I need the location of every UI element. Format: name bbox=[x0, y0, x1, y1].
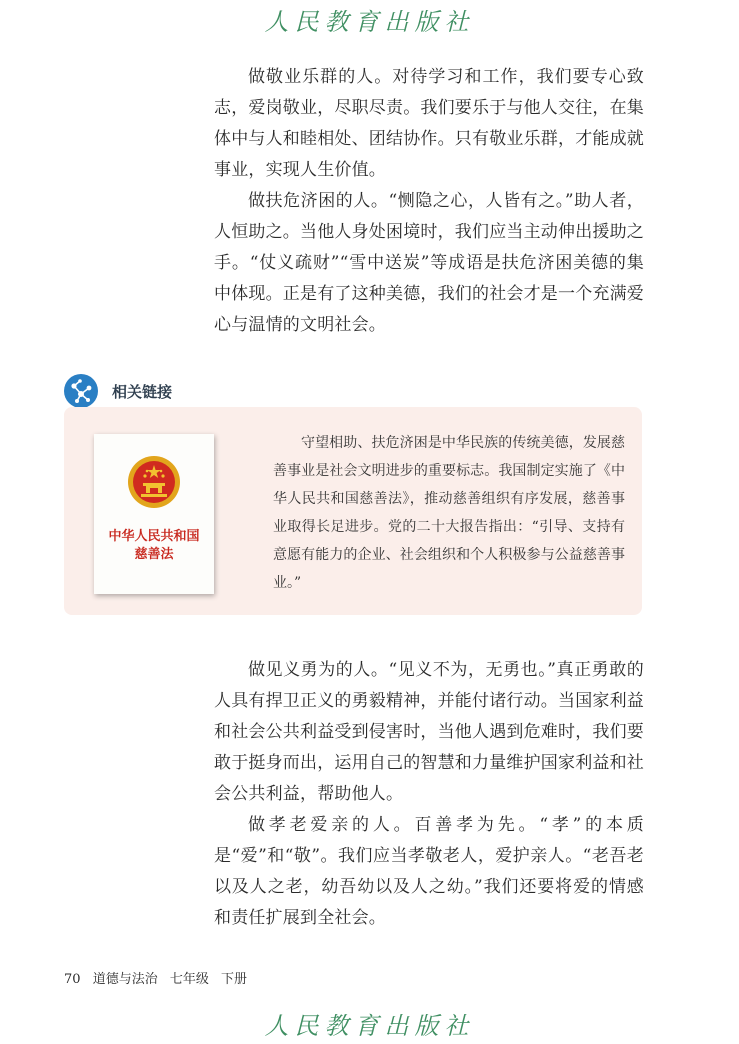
paragraph: 做孝老爱亲的人。百善孝为先。“孝”的本质是“爱”和“敬”。我们应当孝敬老人，爱护亲人。“老吾老以及人之老，幼吾幼以及人之幼。”我们还要将爱的情感和责任扩展到全社会。 bbox=[214, 815, 644, 928]
book-volume: 下册 bbox=[221, 972, 248, 987]
related-link-text: 守望相助、扶危济困是中华民族的传统美德，发展慈善事业是社会文明进步的重要标志。我国制定实施了《中华人民共和国慈善法》，推动慈善组织有序发展，慈善事业取得长足进步。党的二十大报告指出：“引导、支持有意愿有能力的企业、社会组织和个人积极参与公益慈善事业。” bbox=[273, 435, 625, 591]
charity-law-book-cover bbox=[94, 434, 214, 594]
book-subject: 道德与法治 bbox=[92, 972, 158, 987]
page-number: 70 bbox=[64, 972, 81, 987]
related-link-title: 相关链接 bbox=[112, 383, 173, 401]
related-link-box bbox=[64, 407, 642, 615]
book-title bbox=[94, 528, 214, 564]
publisher-logo-bottom: 人民教育出版社 bbox=[264, 1012, 475, 1040]
page-footer bbox=[64, 968, 255, 987]
book-title-line: 慈善法 bbox=[134, 547, 174, 562]
book-title-line: 中华人民共和国 bbox=[108, 529, 200, 544]
national-emblem-icon bbox=[126, 454, 182, 510]
network-globe-icon bbox=[64, 374, 98, 408]
body-section-2 bbox=[214, 655, 644, 934]
publisher-logo-top: 人民教育出版社 bbox=[264, 8, 475, 36]
paragraph: 做敬业乐群的人。对待学习和工作，我们要专心致志，爱岗敬业，尽职尽责。我们要乐于与他人交往，在集体中与人和睦相处、团结协作。只有敬业乐群，才能成就事业，实现人生价值。 bbox=[214, 67, 644, 180]
body-section-1 bbox=[214, 62, 644, 341]
book-grade: 七年级 bbox=[169, 972, 209, 987]
paragraph: 做见义勇为的人。“见义不为，无勇也。”真正勇敢的人具有捍卫正义的勇毅精神，并能付诸行动。当国家利益和社会公共利益受到侵害时，当他人遇到危难时，我们要敢于挺身而出，运用自己的智慧和力量维护国家利益和社会公共利益，帮助他人。 bbox=[214, 660, 644, 804]
paragraph: 做扶危济困的人。“恻隐之心，人皆有之。”助人者，人恒助之。当他人身处困境时，我们应当主动伸出援助之手。“仗义疏财”“雪中送炭”等成语是扶危济困美德的集中体现。正是有了这种美德，我们的社会才是一个充满爱心与温情的文明社会。 bbox=[214, 191, 644, 335]
